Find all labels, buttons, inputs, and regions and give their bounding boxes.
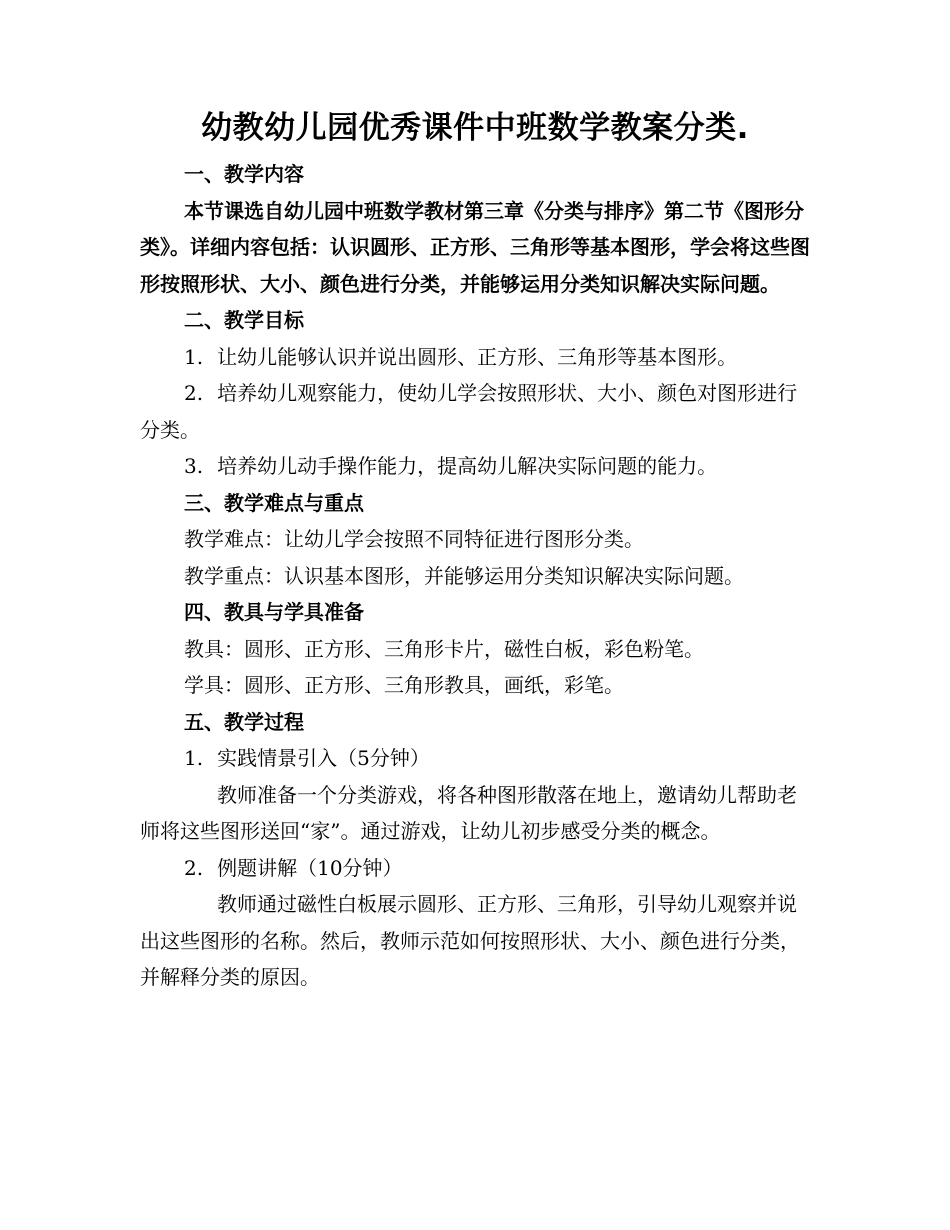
process-step-title [140,850,810,887]
student-materials: 学具：圆形、正方形、三角形教具，画纸，彩笔。 [184,673,624,697]
step-title: 实践情景引入（5分钟） [217,746,430,770]
goal-item [140,339,810,376]
goal-number: 3. [184,454,204,478]
goal-number: 2. [184,381,204,405]
goal-item [140,448,810,485]
section-heading-content: 一、教学内容 [184,162,304,186]
focus-text: 教学重点：认识基本图形，并能够运用分类知识解决实际问题。 [184,563,744,588]
document-page [140,100,810,996]
process-step-body: 教师通过磁性白板展示圆形、正方形、三角形，引导幼儿观察并说出这些图形的名称。然后，教师示范如何按照形状、大小、颜色进行分类，并解释分类的原因。 [140,892,800,989]
document-title: 幼教幼儿园优秀课件中班数学教案分类. [201,110,749,146]
section-heading-key-points: 三、教学难点与重点 [184,490,364,515]
goal-text: 培养幼儿动手操作能力，提高幼儿解决实际问题的能力。 [217,454,718,478]
section-heading-process: 五、教学过程 [184,709,304,734]
teacher-materials: 教具：圆形、正方形、三角形卡片，磁性白板，彩色粉笔。 [184,636,704,661]
section-body-content: 本节课选自幼儿园中班数学教材第三章《分类与排序》第二节《图形分类》。详细内容包括：认识圆形、正方形、三角形等基本图形，学会将这些图形按照形状、大小、颜色进行分类，并能够运用分类知识解决实际问题。 [140,198,810,296]
step-number: 1. [184,746,204,770]
difficulty-text: 教学难点：让幼儿学会按照不同特征进行图形分类。 [184,527,644,551]
process-step-title [140,740,810,777]
section-heading-materials: 四、教具与学具准备 [184,600,364,624]
goal-number: 1. [184,344,204,369]
goal-text: 让幼儿能够认识并说出圆形、正方形、三角形等基本图形。 [217,344,738,369]
process-step-body: 教师准备一个分类游戏，将各种图形散落在地上，邀请幼儿帮助老师将这些图形送回“家”。通过游戏，让幼儿初步感受分类的概念。 [140,782,797,843]
goal-text: 培养幼儿观察能力，使幼儿学会按照形状、大小、颜色对图形进行分类。 [140,381,798,442]
step-title: 例题讲解（10分钟） [217,855,403,880]
section-heading-goals: 二、教学目标 [184,308,304,332]
goal-item [140,375,810,448]
step-number: 2. [184,855,204,880]
